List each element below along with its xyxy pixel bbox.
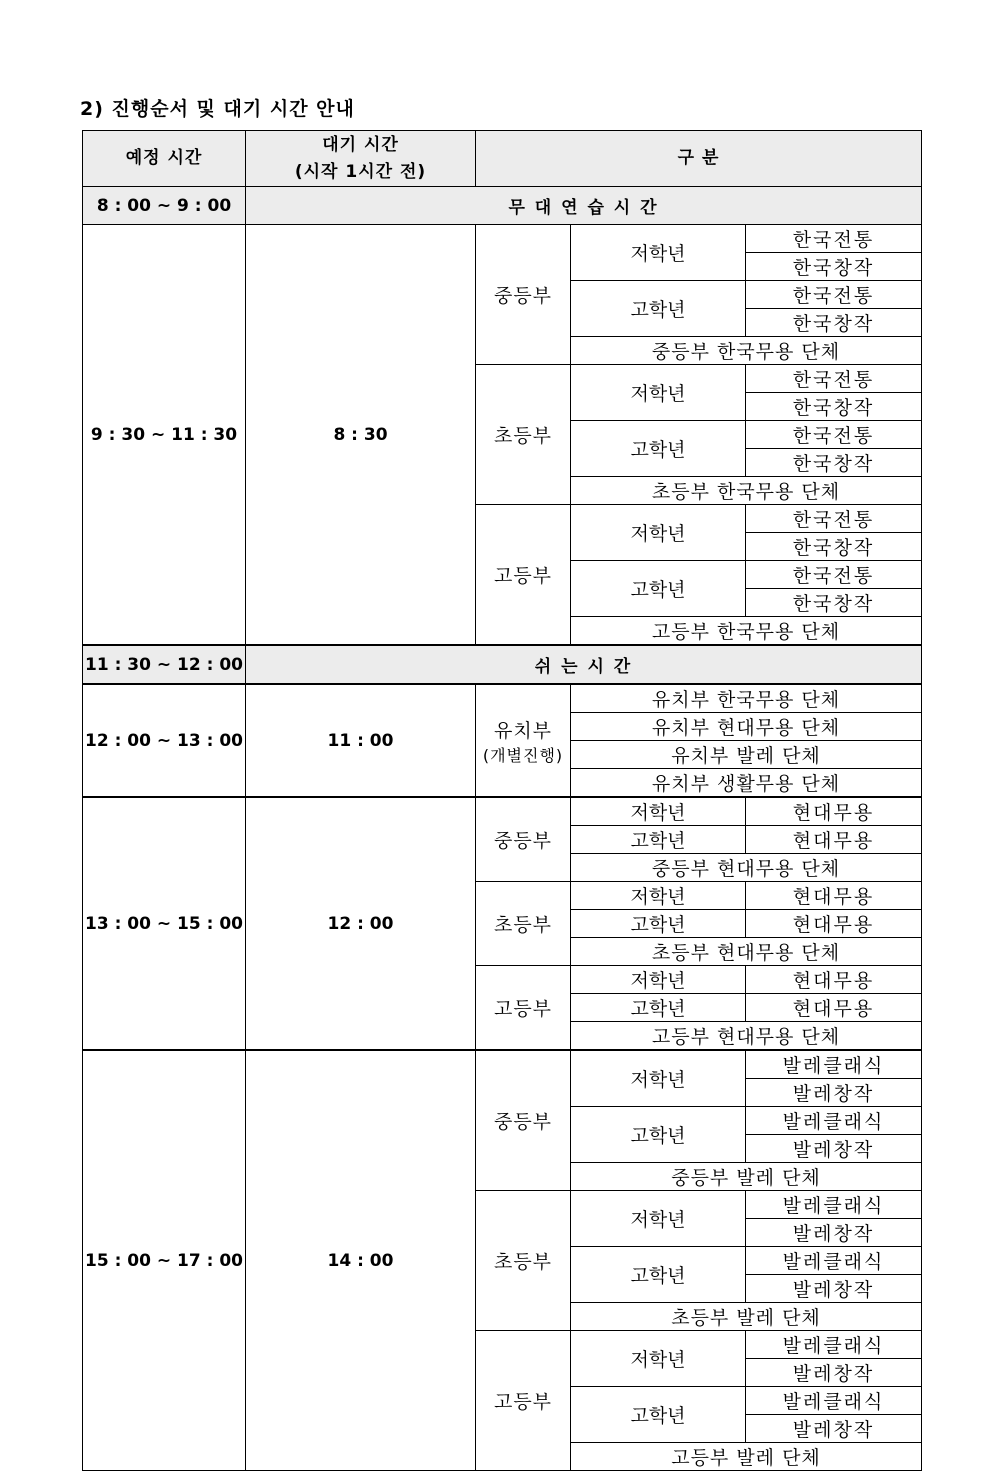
category-cell: 한국전통 bbox=[746, 281, 922, 309]
category-cell: 발레클래식 bbox=[746, 1331, 922, 1359]
grade-cell: 고학년 bbox=[571, 826, 746, 854]
schedule-table bbox=[82, 130, 922, 1471]
category-cell: 발레창작 bbox=[746, 1275, 922, 1303]
grade-cell: 고학년 bbox=[571, 421, 746, 477]
category-cell: 발레창작 bbox=[746, 1219, 922, 1247]
grade-cell: 고학년 bbox=[571, 1107, 746, 1163]
division-cell: 중등부 bbox=[476, 797, 571, 882]
category-cell: 현대무용 bbox=[746, 882, 922, 910]
kinder-wait: 11 : 00 bbox=[246, 684, 476, 797]
category-cell: 발레클래식 bbox=[746, 1107, 922, 1135]
division-cell: 초등부 bbox=[476, 1191, 571, 1331]
division-cell: 유치부 (개별진행) bbox=[476, 684, 571, 797]
group-cell: 유치부 생활무용 단체 bbox=[571, 769, 922, 798]
grade-cell: 저학년 bbox=[571, 505, 746, 561]
group-cell: 중등부 현대무용 단체 bbox=[571, 854, 922, 882]
category-cell: 현대무용 bbox=[746, 826, 922, 854]
category-cell: 한국창작 bbox=[746, 449, 922, 477]
category-cell: 한국전통 bbox=[746, 225, 922, 253]
division-cell: 초등부 bbox=[476, 882, 571, 966]
grade-cell: 저학년 bbox=[571, 225, 746, 281]
header-category: 구 분 bbox=[476, 131, 922, 187]
grade-cell: 저학년 bbox=[571, 1331, 746, 1387]
grade-cell: 고학년 bbox=[571, 1247, 746, 1303]
grade-cell: 고학년 bbox=[571, 910, 746, 938]
division-cell: 고등부 bbox=[476, 1331, 571, 1471]
category-cell: 한국전통 bbox=[746, 421, 922, 449]
header-wait: 대기 시간 (시작 1시간 전) bbox=[246, 131, 476, 187]
korean-time: 9 : 30 ~ 11 : 30 bbox=[83, 225, 246, 646]
category-cell: 현대무용 bbox=[746, 910, 922, 938]
group-cell: 유치부 한국무용 단체 bbox=[571, 684, 922, 713]
category-cell: 발레창작 bbox=[746, 1135, 922, 1163]
category-cell: 한국창작 bbox=[746, 589, 922, 617]
category-cell: 한국전통 bbox=[746, 561, 922, 589]
break-row bbox=[83, 645, 922, 684]
ballet-wait: 14 : 00 bbox=[246, 1050, 476, 1471]
group-cell: 유치부 현대무용 단체 bbox=[571, 713, 922, 741]
grade-cell: 고학년 bbox=[571, 281, 746, 337]
grade-cell: 저학년 bbox=[571, 797, 746, 826]
grade-cell: 고학년 bbox=[571, 1387, 746, 1443]
category-cell: 발레클래식 bbox=[746, 1050, 922, 1079]
header-row bbox=[83, 131, 922, 187]
break-label: 쉬 는 시 간 bbox=[246, 645, 922, 684]
category-cell: 현대무용 bbox=[746, 797, 922, 826]
category-cell: 한국창작 bbox=[746, 253, 922, 281]
grade-cell: 저학년 bbox=[571, 365, 746, 421]
korean-wait: 8 : 30 bbox=[246, 225, 476, 646]
division-cell: 중등부 bbox=[476, 225, 571, 365]
category-cell: 한국창작 bbox=[746, 309, 922, 337]
category-cell: 발레창작 bbox=[746, 1079, 922, 1107]
practice-time: 8 : 00 ~ 9 : 00 bbox=[83, 187, 246, 225]
division-cell: 고등부 bbox=[476, 966, 571, 1051]
table-row bbox=[83, 225, 922, 253]
category-cell: 발레클래식 bbox=[746, 1191, 922, 1219]
category-cell: 발레창작 bbox=[746, 1359, 922, 1387]
modern-time: 13 : 00 ~ 15 : 00 bbox=[83, 797, 246, 1050]
category-cell: 한국창작 bbox=[746, 533, 922, 561]
group-cell: 중등부 한국무용 단체 bbox=[571, 337, 922, 365]
modern-wait: 12 : 00 bbox=[246, 797, 476, 1050]
group-cell: 고등부 한국무용 단체 bbox=[571, 617, 922, 646]
table-row bbox=[83, 797, 922, 826]
grade-cell: 고학년 bbox=[571, 994, 746, 1022]
table-row bbox=[83, 1050, 922, 1079]
grade-cell: 저학년 bbox=[571, 966, 746, 994]
division-cell: 초등부 bbox=[476, 365, 571, 505]
practice-label: 무 대 연 습 시 간 bbox=[246, 187, 922, 225]
group-cell: 초등부 현대무용 단체 bbox=[571, 938, 922, 966]
division-cell: 고등부 bbox=[476, 505, 571, 646]
category-cell: 발레클래식 bbox=[746, 1387, 922, 1415]
category-cell: 한국전통 bbox=[746, 505, 922, 533]
grade-cell: 저학년 bbox=[571, 1191, 746, 1247]
grade-cell: 고학년 bbox=[571, 561, 746, 617]
category-cell: 현대무용 bbox=[746, 994, 922, 1022]
practice-row bbox=[83, 187, 922, 225]
group-cell: 유치부 발레 단체 bbox=[571, 741, 922, 769]
group-cell: 초등부 한국무용 단체 bbox=[571, 477, 922, 505]
group-cell: 초등부 발레 단체 bbox=[571, 1303, 922, 1331]
group-cell: 고등부 발레 단체 bbox=[571, 1443, 922, 1471]
division-cell: 중등부 bbox=[476, 1050, 571, 1191]
category-cell: 한국창작 bbox=[746, 393, 922, 421]
kinder-time: 12 : 00 ~ 13 : 00 bbox=[83, 684, 246, 797]
category-cell: 한국전통 bbox=[746, 365, 922, 393]
group-cell: 고등부 현대무용 단체 bbox=[571, 1022, 922, 1051]
header-time: 예정 시간 bbox=[83, 131, 246, 187]
category-cell: 발레창작 bbox=[746, 1415, 922, 1443]
ballet-time: 15 : 00 ~ 17 : 00 bbox=[83, 1050, 246, 1471]
table-row bbox=[83, 684, 922, 713]
group-cell: 중등부 발레 단체 bbox=[571, 1163, 922, 1191]
category-cell: 발레클래식 bbox=[746, 1247, 922, 1275]
break-time: 11 : 30 ~ 12 : 00 bbox=[83, 645, 246, 684]
category-cell: 현대무용 bbox=[746, 966, 922, 994]
section-heading: 2) 진행순서 및 대기 시간 안내 bbox=[80, 98, 355, 120]
grade-cell: 저학년 bbox=[571, 1050, 746, 1107]
grade-cell: 저학년 bbox=[571, 882, 746, 910]
